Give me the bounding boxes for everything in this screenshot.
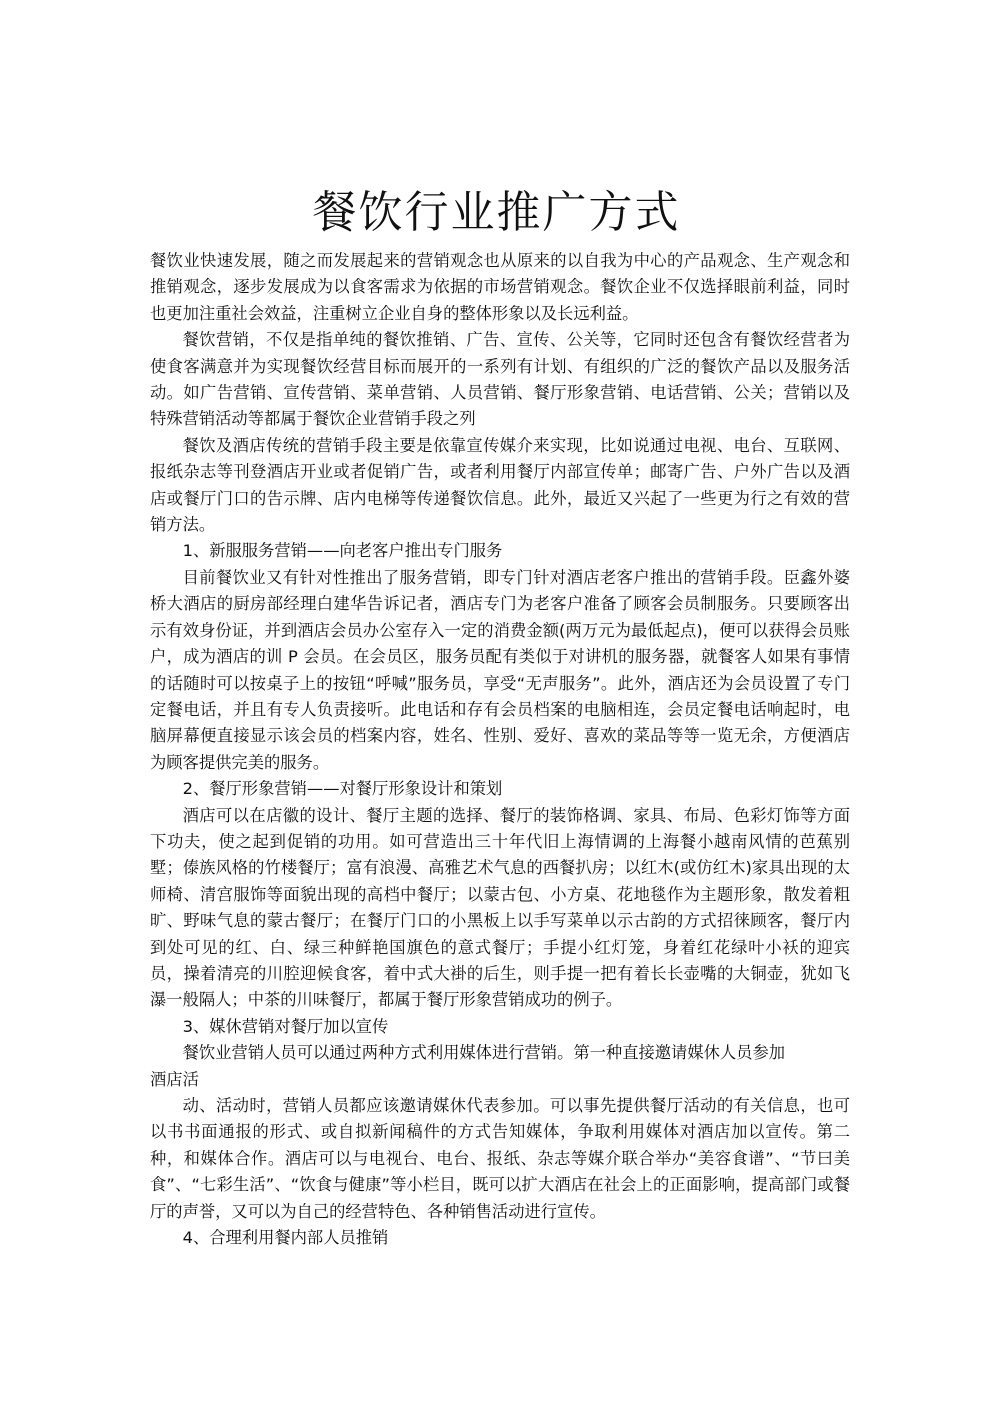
document-body bbox=[150, 248, 850, 1251]
section-heading-4: 4、合理利用餐内部人员推销 bbox=[182, 1228, 389, 1248]
paragraph-intro: 餐饮业快速发展，随之而发展起来的营销观念也从原来的以自我为中心的产品观念、生产观念和推销观念，逐步发展成为以食客需求为依据的市场营销观念。餐饮企业不仅选择眼前利益，同时也更加注重社会效益，注重树立企业自身的整体形象以及长远利益。 bbox=[150, 251, 850, 323]
paragraph-media-cooperation: 动、活动时，营销人员都应该邀请媒休代表参加。可以事先提供餐厅活动的有关信息，也可以书书面通报的形式、或自拟新闻稿件的方式告知媒体，争取利用媒体对酒店加以宣传。第二种，和媒体合作。酒店可以与电视台、电台、报纸、杂志等媒介联合举办“美容食谱”、“节曰美食”、“七彩生活”、“饮食与健康”等小栏目，既可以扩大酒店在社会上的正面影响，提高部门或餐厅的声誉，又可以为自己的经营特色、各种销售活动进行宣传。 bbox=[150, 1096, 850, 1221]
paragraph-fragment: 酒店活 bbox=[150, 1069, 199, 1089]
paragraph-service-marketing: 目前餐饮业又有针对性推出了服务营销，即专门针对酒店老客户推出的营销手段。臣鑫外婆桥大酒店的厨房部经理白建华告诉记者，酒店专门为老客户准备了顾客会员制服务。只要顾客出示有效身份证，并到酒店会员办公室存入一定的消费金额(两万元为最低起点)，便可以获得会员账户，成为酒店的训 P 会员。在会员区，服务员配有类似于对讲机的服务器，就餐客人如果有事情的话随时可以按桌子上的按钮“呼喊”服务员，享受“无声服务”。此外，酒店还为会员设置了专门定餐电话，并且有专人负责接听。此电话和存有会员档案的电脑相连，会员定餐电话响起时，电脑屏幕便直接显示该会员的档案内容，姓名、性别、爱好、喜欢的菜品等等一览无余，方便酒店为顾客提供完美的服务。 bbox=[150, 567, 850, 772]
section-heading-1: 1、新服服务营销——向老客户推出专门服务 bbox=[182, 541, 503, 561]
paragraph-media-marketing: 餐饮业营销人员可以通过两种方式利用媒体进行营销。第一种直接邀请媒休人员参加 bbox=[182, 1043, 786, 1063]
section-heading-3: 3、媒休营销对餐厅加以宣传 bbox=[182, 1016, 389, 1036]
section-heading-2: 2、餐厅形象营销——对餐厅形象设计和策划 bbox=[182, 779, 503, 799]
paragraph-traditional-methods: 餐饮及酒店传统的营销手段主要是依靠宣传媒介来实现，比如说通过电视、电台、互联网、报纸杂志等刊登酒店开业或者促销广告，或者利用餐厅内部宣传单；邮寄广告、户外广告以及酒店或餐厅门口的告示牌、店内电梯等传递餐饮信息。此外，最近又兴起了一些更为行之有效的营销方法。 bbox=[150, 435, 850, 535]
paragraph-image-marketing: 酒店可以在店徽的设计、餐厅主题的选择、餐厅的装饰格调、家具、布局、色彩灯饰等方面下功夫，使之起到促销的功用。如可营造出三十年代旧上海情调的上海餐小越南风情的芭蕉别墅；傣族风格的竹楼餐厅；富有浪漫、高雅艺术气息的西餐扒房；以红木(或仿红木)家具出现的太师椅、清宫服饰等面貌出现的高档中餐厅；以蒙古包、小方桌、花地毯作为主题形象，散发着粗旷、野味气息的蒙古餐厅；在餐厅门口的小黑板上以手写菜单以示古韵的方式招徕顾客，餐厅内到处可见的红、白、绿三种鲜艳国旗色的意式餐厅；手提小红灯笼，身着红花绿叶小袄的迎宾员，操着清亮的川腔迎候食客，着中式大褂的后生，则手提一把有着长长壶嘴的大铜壶，犹如飞瀑一般隔人；中茶的川味餐厅，都属于餐厅形象营销成功的例子。 bbox=[150, 805, 850, 1010]
document-title: 餐饮行业推广方式 bbox=[312, 187, 681, 238]
paragraph-marketing-definition: 餐饮营销，不仅是指单纯的餐饮推销、广告、宣传、公关等，它同时还包含有餐饮经营者为使食客满意并为实现餐饮经营目标而展开的一系列有计划、有组织的广泛的餐饮产品以及服务活动。如广告营销、宣传营销、菜单营销、人员营销、餐厅形象营销、电话营销、公关；营销以及特殊营销活动等都属于餐饮企业营销手段之列 bbox=[150, 330, 850, 429]
